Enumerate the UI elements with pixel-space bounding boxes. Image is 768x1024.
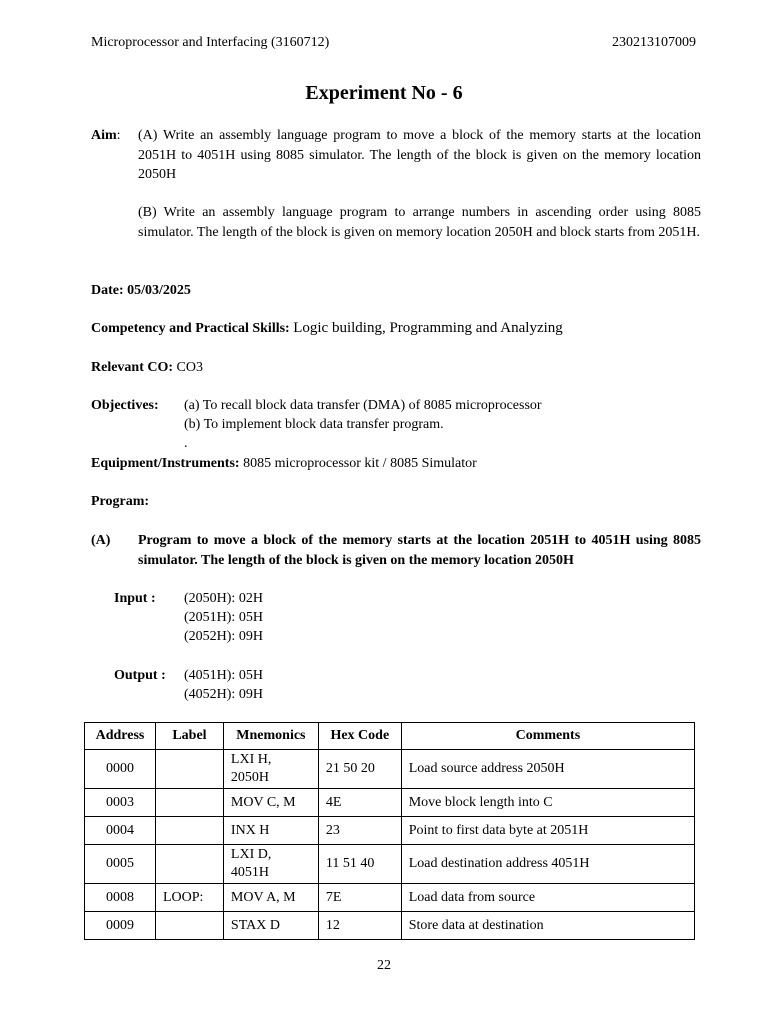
cell-comment: Move block length into C <box>401 789 694 817</box>
competency-value: Logic building, Programming and Analyzing <box>293 320 563 336</box>
cell-mnemonic: INX H <box>223 817 318 845</box>
objectives-label: Objectives: <box>91 398 159 413</box>
equipment-value: 8085 microprocessor kit / 8085 Simulator <box>243 456 477 471</box>
competency-label: Competency and Practical Skills: <box>91 321 290 336</box>
input-label: Input : <box>114 591 156 606</box>
cell-mnemonic: MOV C, M <box>223 789 318 817</box>
relevant-co-label: Relevant CO: <box>91 360 174 375</box>
aim-part-a: (A) Write an assembly language program to move a block of the memory starts at the location 2051H to 4051H using 8085 simulator. The length of the block is given on the memory location 2050H <box>138 128 701 182</box>
input-line: (2050H): 02H <box>184 591 263 606</box>
cell-hex: 23 <box>318 817 401 845</box>
cell-address: 0005 <box>85 845 156 884</box>
page-title: Experiment No - 6 <box>305 82 463 104</box>
cell-hex: 12 <box>318 912 401 940</box>
cell-address: 0003 <box>85 789 156 817</box>
competency <box>91 319 563 339</box>
program-label: Program: <box>91 494 150 509</box>
cell-address: 0000 <box>85 750 156 789</box>
column-header-comments: Comments <box>401 723 694 750</box>
cell-mnemonic: STAX D <box>223 912 318 940</box>
table-row <box>85 789 695 817</box>
cell-hex: 7E <box>318 884 401 912</box>
column-header-label: Label <box>155 723 223 750</box>
header-course: Microprocessor and Interfacing (3160712) <box>91 35 330 50</box>
cell-label: LOOP: <box>155 884 223 912</box>
objective-item: (b) To implement block data transfer program. <box>184 417 444 432</box>
output-label: Output : <box>114 668 166 683</box>
section-a-marker: (A) <box>91 533 111 548</box>
table-row <box>85 750 695 789</box>
page-number: 22 <box>377 958 391 973</box>
table-row <box>85 884 695 912</box>
equipment <box>91 454 477 474</box>
relevant-co <box>91 358 203 378</box>
cell-comment: Load data from source <box>401 884 694 912</box>
cell-address: 0008 <box>85 884 156 912</box>
input-line: (2051H): 05H <box>184 610 263 625</box>
output-line: (4052H): 09H <box>184 687 263 702</box>
cell-label <box>155 789 223 817</box>
cell-comment: Load source address 2050H <box>401 750 694 789</box>
cell-label <box>155 845 223 884</box>
cell-label <box>155 912 223 940</box>
table-row <box>85 817 695 845</box>
table-header-row <box>85 723 695 750</box>
input-line: (2052H): 09H <box>184 629 263 644</box>
header-enrollment: 230213107009 <box>612 35 696 50</box>
date: Date: 05/03/2025 <box>91 283 191 298</box>
cell-address: 0009 <box>85 912 156 940</box>
cell-mnemonic: LXI H, 2050H <box>223 750 318 789</box>
cell-comment: Store data at destination <box>401 912 694 940</box>
cell-comment: Point to first data byte at 2051H <box>401 817 694 845</box>
cell-label <box>155 750 223 789</box>
aim-label: Aim: <box>91 128 121 143</box>
cell-mnemonic: LXI D, 4051H <box>223 845 318 884</box>
column-header-address: Address <box>85 723 156 750</box>
table-row <box>85 912 695 940</box>
objective-item: . <box>184 436 188 451</box>
objective-item: (a) To recall block data transfer (DMA) of 8085 microprocessor <box>184 398 542 413</box>
table-row <box>85 845 695 884</box>
program-table <box>84 722 695 940</box>
cell-label <box>155 817 223 845</box>
relevant-co-value: CO3 <box>176 360 203 375</box>
aim-part-b: (B) Write an assembly language program to arrange numbers in ascending order using 8085 simulator. The length of the block is given on memory location 2050H and block starts from 2051H. <box>138 205 701 240</box>
cell-comment: Load destination address 4051H <box>401 845 694 884</box>
column-header-mnemonics: Mnemonics <box>223 723 318 750</box>
cell-hex: 11 51 40 <box>318 845 401 884</box>
cell-hex: 4E <box>318 789 401 817</box>
equipment-label: Equipment/Instruments: <box>91 456 240 471</box>
section-a-heading: Program to move a block of the memory starts at the location 2051H to 4051H using 8085 simulator. The length of the block is given on the memory location 2050H <box>138 533 701 568</box>
output-line: (4051H): 05H <box>184 668 263 683</box>
cell-hex: 21 50 20 <box>318 750 401 789</box>
cell-mnemonic: MOV A, M <box>223 884 318 912</box>
column-header-hex-code: Hex Code <box>318 723 401 750</box>
cell-address: 0004 <box>85 817 156 845</box>
